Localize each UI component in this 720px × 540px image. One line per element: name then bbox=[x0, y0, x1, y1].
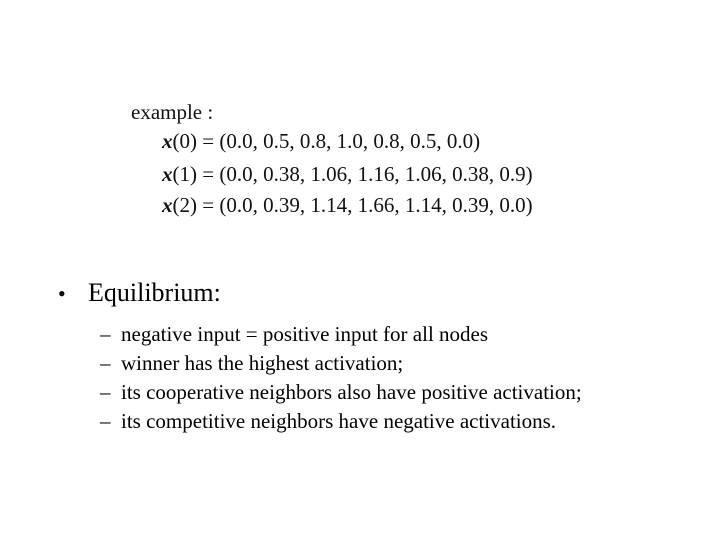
equilibrium-bullet bbox=[58, 276, 698, 433]
equation-variable: x bbox=[162, 193, 173, 217]
example-block bbox=[131, 99, 611, 217]
equation-value: = (0.0, 0.38, 1.06, 1.16, 1.06, 0.38, 0.9) bbox=[202, 162, 533, 186]
dash-marker: – bbox=[100, 322, 111, 346]
equation-argument: (1) bbox=[172, 162, 197, 186]
list-item-text: its competitive neighbors have negative activations. bbox=[121, 409, 557, 433]
list-item bbox=[100, 349, 720, 378]
equation-variable: x bbox=[162, 162, 173, 186]
dash-marker: – bbox=[100, 351, 111, 375]
list-item-text: negative input = positive input for all nodes bbox=[121, 322, 489, 346]
bullet-title: Equilibrium: bbox=[88, 278, 221, 307]
equation-value: = (0.0, 0.39, 1.14, 1.66, 1.14, 0.39, 0.0) bbox=[202, 193, 533, 217]
dash-marker: – bbox=[100, 409, 111, 433]
equation-argument: (0) bbox=[172, 129, 197, 153]
list-item bbox=[100, 378, 720, 407]
example-label: example : bbox=[131, 100, 214, 124]
equilibrium-conditions-list bbox=[100, 320, 720, 436]
equation-x2 bbox=[162, 192, 533, 218]
list-item bbox=[100, 320, 720, 349]
equation-variable: x bbox=[162, 129, 173, 153]
list-item-text: its cooperative neighbors also have positive activation; bbox=[121, 380, 582, 404]
equation-x0 bbox=[162, 128, 480, 154]
equation-argument: (2) bbox=[172, 193, 197, 217]
equation-x1 bbox=[162, 161, 533, 187]
bullet-heading bbox=[58, 276, 698, 311]
dash-marker: – bbox=[100, 380, 111, 404]
list-item-text: winner has the highest activation; bbox=[121, 351, 404, 375]
bullet-marker: • bbox=[58, 281, 66, 306]
list-item bbox=[100, 407, 720, 436]
equation-value: = (0.0, 0.5, 0.8, 1.0, 0.8, 0.5, 0.0) bbox=[202, 129, 481, 153]
